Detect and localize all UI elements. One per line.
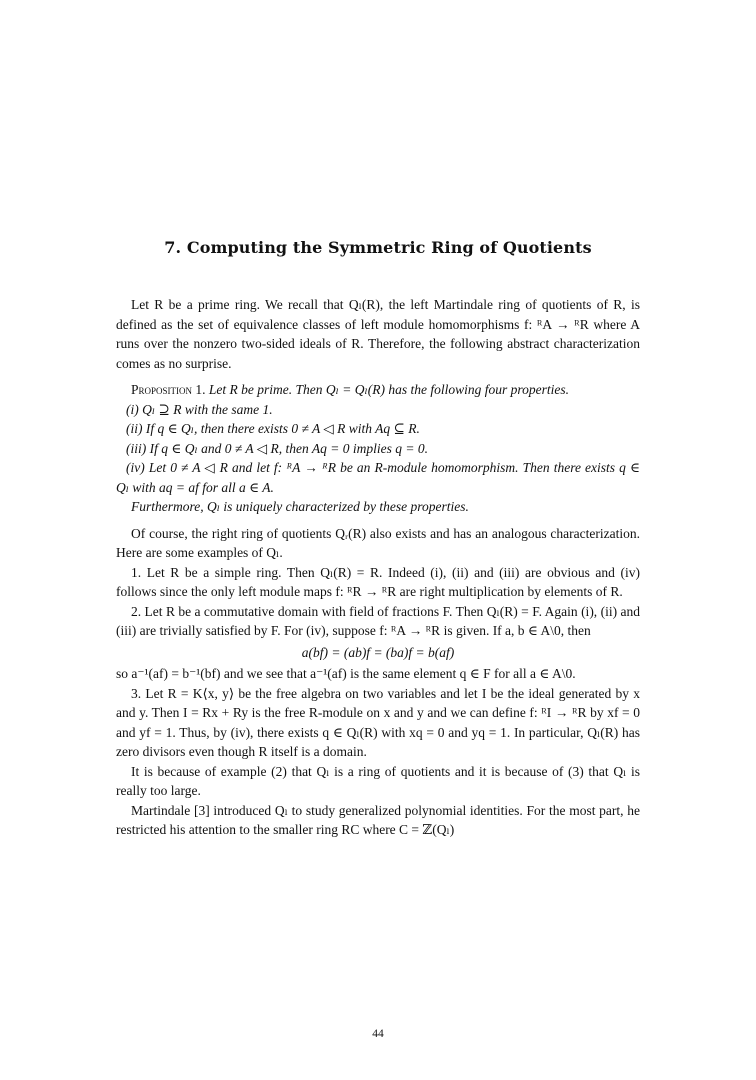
property-iv: (iv) Let 0 ≠ A ◁ R and let f: ᴿA → ᴿR be an R-module homomorphism. Then there exists q ∈ Qₗ with aq = af for all a ∈ A. — [116, 460, 640, 495]
proposition-label: Proposition 1. — [131, 382, 206, 397]
property-i: (i) Qₗ ⊇ R with the same 1. — [126, 401, 273, 417]
property-ii: (ii) If q ∈ Qₗ, then there exists 0 ≠ A ◁ R with Aq ⊆ R. — [126, 421, 420, 436]
body-text — [116, 295, 640, 840]
chapter-title: 7. Computing the Symmetric Ring of Quotients — [164, 238, 592, 257]
example-3: 3. Let R = K⟨x, y⟩ be the free algebra on two variables and let I be the ideal generated by x and y. Then I = Rx + Ry is the free R-module on x and y and we can define f: ᴿI → ᴿR by xf = 0 and yf = 1. Thus, by (iv), there exists q ∈ Qₗ(R) with xq = 0 and yq = 1. In particular, Qₗ(R) has zero divisors even though R itself is a domain. — [116, 685, 640, 759]
example-2: 2. Let R be a commutative domain with field of fractions F. Then Qₗ(R) = F. Again (i), (ii) and (iii) are trivially satisfied by F. For (iv), suppose f: ᴿA → ᴿR is given. If a, b ∈ A\0, then — [116, 603, 640, 638]
paragraph-intro: Let R be a prime ring. We recall that Qₗ(R), the left Martindale ring of quotients of R, is defined as the set of equivalence classes of left module homomorphisms f: ᴿA → ᴿR where A runs over the nonzero two-sided ideals of R. Therefore, the following abstract characterization comes as no surprise. — [116, 297, 640, 371]
paragraph-martindale: Martindale [3] introduced Qₗ to study generalized polynomial identities. For the most part, he restricted his attention to the smaller ring RC where C = ℤ(Qₗ) — [116, 802, 640, 837]
proposition-text: Let R be prime. Then Qₗ = Qₗ(R) has the following four properties. — [208, 382, 570, 397]
property-iii: (iii) If q ∈ Qₗ and 0 ≠ A ◁ R, then Aq = 0 implies q = 0. — [126, 440, 429, 456]
proposition-statement — [116, 380, 640, 400]
page-number: 44 — [372, 1028, 384, 1040]
example-1: 1. Let R be a simple ring. Then Qₗ(R) = R. Indeed (i), (ii) and (iii) are obvious and (iv) follows since the only left module maps f: ᴿR → ᴿR are right multiplication by elements of R. — [116, 564, 640, 599]
display-equation: a(bf) = (ab)f = (ba)f = b(af) — [301, 644, 455, 660]
paragraph-right-ring: Of course, the right ring of quotients Qᵣ(R) also exists and has an analogous characterization. Here are some examples of Qₗ. — [116, 525, 640, 560]
paragraph-remark: It is because of example (2) that Qₗ is a ring of quotients and it is because of (3) that Qₗ is really too large. — [116, 763, 640, 798]
proposition-uniqueness: Furthermore, Qₗ is uniquely characterized by these properties. — [131, 499, 469, 514]
example-2-continued: so a⁻¹(af) = b⁻¹(bf) and we see that a⁻¹(af) is the same element q ∈ F for all a ∈ A\0. — [116, 666, 576, 681]
